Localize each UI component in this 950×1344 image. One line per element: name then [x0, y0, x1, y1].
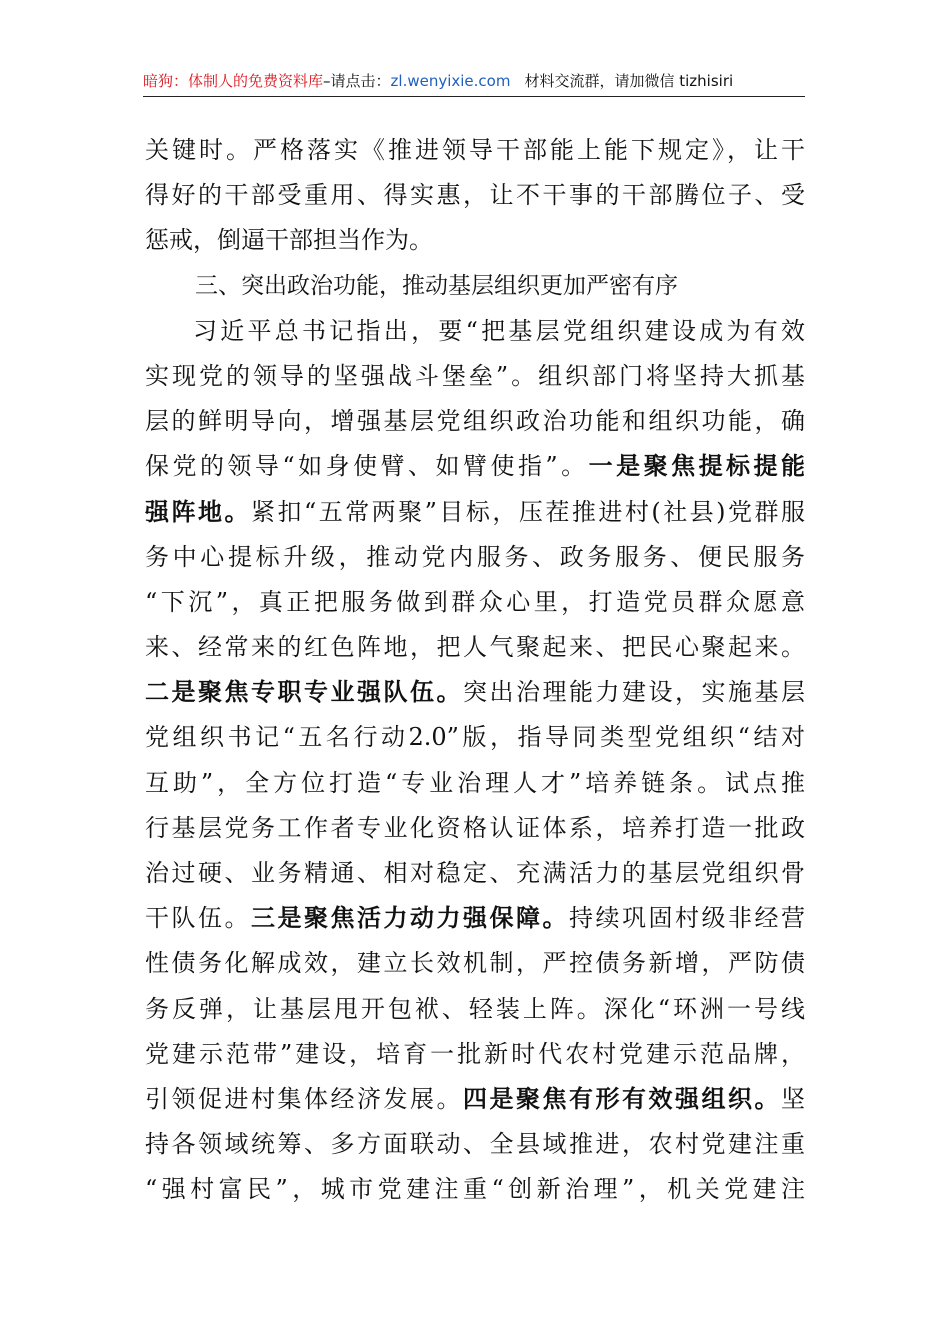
- text-line: “强村富民”，城市党建注重“创新治理”，机关党建注: [145, 1175, 805, 1204]
- header-wechat-note: 材料交流群，请加微信 tizhisiri: [524, 72, 734, 90]
- bold-phrase: 三是聚焦活力动力强保障。: [251, 904, 569, 933]
- text-line: 行基层党务工作者专业化资格认证体系，培养打造一批政: [145, 813, 805, 842]
- text-line: 来、经常来的红色阵地，把人气聚起来、把民心聚起来。: [145, 633, 805, 662]
- section-heading: 三、突出政治功能，推动基层组织更加严密有序: [195, 272, 678, 299]
- text-line: 二是聚焦专职专业强队伍。突出治理能力建设，实施基层: [145, 678, 805, 707]
- bold-phrase: 一是聚焦提标提能: [588, 452, 805, 481]
- header-url-link[interactable]: zl.wenyixie.com: [390, 72, 511, 90]
- bold-phrase: 强阵地。: [145, 497, 251, 526]
- text-line: 性债务化解成效，建立长效机制，严控债务新增，严防债: [145, 949, 805, 978]
- text-line: 互助”，全方位打造“专业治理人才”培养链条。试点推: [145, 768, 805, 797]
- text-line: 党组织书记“五名行动2.0”版，指导同类型党组织“结对: [145, 723, 805, 752]
- text-line: “下沉”，真正把服务做到群众心里，打造党员群众愿意: [145, 587, 805, 616]
- text-line: 习近平总书记指出，要“把基层党组织建设成为有效: [193, 316, 805, 345]
- text-line: 强阵地。紧扣“五常两聚”目标，压茬推进村(社县)党群服: [145, 497, 805, 526]
- text-line: 务反弹，让基层甩开包袱、轻装上阵。深化“环洲一号线: [145, 994, 805, 1023]
- header-site-name: 暗狗：体制人的免费资料库: [143, 72, 324, 90]
- text-line: 层的鲜明导向，增强基层党组织政治功能和组织功能，确: [145, 407, 805, 436]
- text-line: 引领促进村集体经济发展。四是聚焦有形有效强组织。坚: [145, 1084, 805, 1113]
- text-line: 惩戒，倒逼干部担当作为。: [145, 226, 433, 255]
- bold-phrase: 二是聚焦专职专业强队伍。: [145, 678, 463, 707]
- page-header: [143, 66, 805, 97]
- text-line: 务中心提标升级，推动党内服务、政务服务、便民服务: [145, 542, 805, 571]
- text-line: 治过硬、业务精通、相对稳定、充满活力的基层党组织骨: [145, 859, 805, 887]
- text-line: 持各领域统筹、多方面联动、全县域推进，农村党建注重: [145, 1130, 805, 1159]
- text-line: 党建示范带”建设，培育一批新时代农村党建示范品牌，: [145, 1039, 805, 1068]
- text-line: 关键时。严格落实《推进领导干部能上能下规定》，让干: [145, 136, 805, 164]
- document-body: [145, 128, 805, 1213]
- bold-phrase: 四是聚焦有形有效强组织。: [463, 1084, 781, 1113]
- header-click-label: –请点击：: [323, 72, 391, 90]
- text-line: 保党的领导“如身使臂、如臂使指”。一是聚焦提标提能: [145, 452, 805, 481]
- text-line: 得好的干部受重用、得实惠，让不干事的干部腾位子、受: [145, 181, 805, 210]
- text-line: 干队伍。三是聚焦活力动力强保障。持续巩固村级非经营: [145, 904, 805, 933]
- text-line: 实现党的领导的坚强战斗堡垒”。组织部门将坚持大抓基: [145, 361, 805, 390]
